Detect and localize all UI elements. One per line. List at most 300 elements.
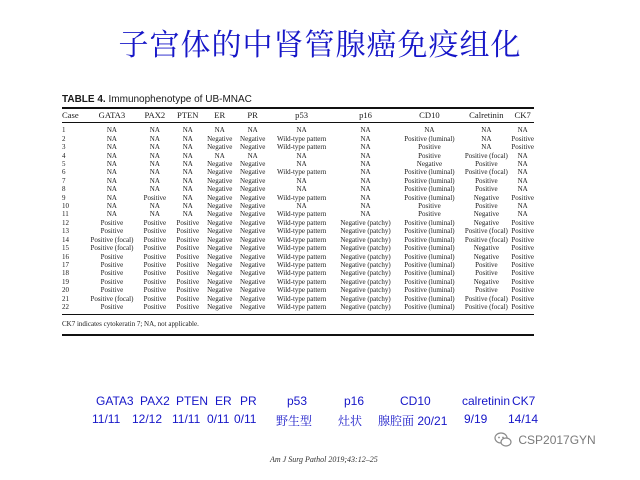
table-cell: NA <box>182 126 193 135</box>
table-cell: NA <box>517 126 528 135</box>
table-cell: NA <box>296 126 307 135</box>
table-cell: NA <box>360 151 371 160</box>
table-cell: Negative <box>240 244 266 253</box>
table-cell: Wild-type pattern <box>276 235 327 244</box>
table-cell: Negative (patchy) <box>340 277 391 286</box>
table-cell: Positive <box>176 286 200 295</box>
table-cell: 12 <box>62 218 69 227</box>
table-cell: Negative <box>207 269 233 278</box>
table-cell: NA <box>247 151 258 160</box>
table-cell: Positive <box>511 193 534 202</box>
table-cell: Positive (luminal) <box>404 176 455 185</box>
table-cell: Wild-type pattern <box>276 260 327 269</box>
table-cell: NA <box>182 210 193 219</box>
table-cell: NA <box>182 202 193 211</box>
watermark <box>494 432 596 448</box>
chat-bubble-icon <box>494 432 512 448</box>
table-cell: NA <box>182 160 193 169</box>
table-cell: Negative <box>473 193 499 202</box>
table-cell: Negative (patchy) <box>340 269 391 278</box>
table-cell: Positive (focal) <box>464 294 508 303</box>
table-cell: Positive (focal) <box>464 227 508 236</box>
table-caption-label: TABLE 4. <box>62 94 106 105</box>
table-cell: NA <box>360 202 371 211</box>
column-header: PR <box>236 108 270 123</box>
table-cell: Wild-type pattern <box>276 210 327 219</box>
table-cell: NA <box>247 126 258 135</box>
table-cell: Wild-type pattern <box>276 193 327 202</box>
table-cell: Positive <box>176 277 200 286</box>
watermark-text: CSP2017GYN <box>518 433 596 447</box>
table-cell: Positive (focal) <box>90 294 134 303</box>
table-cell: Negative <box>207 235 233 244</box>
table-cell: Positive <box>176 269 200 278</box>
immunophenotype-table-block <box>62 94 534 336</box>
table-cell: Positive (luminal) <box>404 244 455 253</box>
table-cell: Wild-type pattern <box>276 269 327 278</box>
summary-panel <box>62 394 542 434</box>
table-cell: NA <box>517 185 528 194</box>
table-cell: Negative <box>207 260 233 269</box>
table-cell: NA <box>149 143 160 152</box>
table-cell: NA <box>360 193 371 202</box>
table-cell: Positive <box>176 227 200 236</box>
table-cell: Positive (luminal) <box>404 269 455 278</box>
table-cell: 9 <box>62 193 66 202</box>
table-cell: Positive <box>475 260 498 269</box>
table-cell: NA <box>106 168 117 177</box>
table-cell: Wild-type pattern <box>276 244 327 253</box>
table-cell: NA <box>360 210 371 219</box>
table-cell: Positive <box>511 235 534 244</box>
table-cell: Positive (luminal) <box>404 235 455 244</box>
table-cell: 6 <box>62 168 66 177</box>
table-cell: Positive (luminal) <box>404 218 455 227</box>
table-cell: Positive <box>511 303 534 315</box>
table-cell: 5 <box>62 160 66 169</box>
table-cell: NA <box>481 134 492 143</box>
table-cell: Positive (focal) <box>464 151 508 160</box>
table-cell: Wild-type pattern <box>276 252 327 261</box>
summary-result-er: 0/11 <box>207 412 230 426</box>
table-cell: 3 <box>62 143 66 152</box>
table-cell: 18 <box>62 269 69 278</box>
table-cell: Positive (focal) <box>464 168 508 177</box>
table-cell: NA <box>149 202 160 211</box>
table-cell: NA <box>149 176 160 185</box>
table-cell: Positive <box>143 260 167 269</box>
table-cell: NA <box>149 160 160 169</box>
table-cell: Negative <box>207 252 233 261</box>
table-cell: Positive (luminal) <box>397 303 461 315</box>
table-cell: Wild-type pattern <box>276 218 327 227</box>
summary-result-ck7: 14/14 <box>508 412 539 426</box>
table-cell: NA <box>149 168 160 177</box>
table-cell: Negative <box>473 252 499 261</box>
table-cell: Positive (luminal) <box>404 277 455 286</box>
table-cell: Negative <box>207 218 233 227</box>
table-cell: Negative <box>240 168 266 177</box>
table-cell: Negative <box>473 277 499 286</box>
table-row <box>62 135 534 143</box>
table-cell: Positive <box>100 269 124 278</box>
column-header: p53 <box>270 108 334 123</box>
table-row <box>62 236 534 244</box>
table-cell: NA <box>424 126 435 135</box>
table-cell: Negative <box>240 143 266 152</box>
table-cell: Positive <box>176 294 200 303</box>
table-row <box>62 227 534 235</box>
table-cell: NA <box>517 210 528 219</box>
table-cell: Wild-type pattern <box>276 277 327 286</box>
table-cell: Positive <box>143 286 167 295</box>
table-cell: Negative (patchy) <box>340 260 391 269</box>
table-cell: Positive <box>100 260 124 269</box>
table-cell: NA <box>106 193 117 202</box>
table-cell: Negative <box>207 286 233 295</box>
table-cell: Positive <box>511 244 534 253</box>
table-cell: Positive <box>143 252 167 261</box>
column-header: p16 <box>334 108 398 123</box>
table-body <box>62 123 534 315</box>
table-cell: Positive <box>100 218 124 227</box>
table-cell: Wild-type pattern <box>276 286 327 295</box>
table-cell: Positive <box>176 235 200 244</box>
column-header: PTEN <box>172 108 204 123</box>
table-cell: NA <box>182 168 193 177</box>
table-cell: Positive <box>475 202 498 211</box>
table-row <box>62 168 534 176</box>
table-cell: NA <box>106 185 117 194</box>
table-cell: Negative (patchy) <box>340 235 391 244</box>
summary-marker-pr: PR <box>240 394 257 408</box>
table-cell: Negative <box>473 218 499 227</box>
column-header: Calretinin <box>461 108 511 123</box>
table-cell: NA <box>182 176 193 185</box>
table-cell: Negative <box>240 235 266 244</box>
table-row <box>62 295 534 303</box>
table-row <box>62 253 534 261</box>
table-cell: NA <box>296 185 307 194</box>
table-cell: NA <box>360 176 371 185</box>
table-cell: 21 <box>62 294 69 303</box>
table-caption <box>62 94 534 107</box>
table-cell: Negative <box>240 286 266 295</box>
table-cell: Positive (luminal) <box>404 168 455 177</box>
table-cell: Positive <box>511 277 534 286</box>
table-cell: Positive <box>172 303 204 315</box>
summary-result-calretinin: 9/19 <box>464 412 488 426</box>
table-cell: Positive <box>143 244 167 253</box>
table-cell: 13 <box>62 227 69 236</box>
table-cell: Negative <box>207 294 233 303</box>
table-cell: Negative <box>207 168 233 177</box>
table-cell: 10 <box>62 202 69 211</box>
table-cell: 11 <box>62 210 69 219</box>
table-cell: Positive <box>511 260 534 269</box>
summary-marker-gata3: GATA3 <box>96 394 134 408</box>
slide-title: 子宫体的中肾管腺癌免疫组化 <box>118 28 522 63</box>
column-header: CD10 <box>397 108 461 123</box>
summary-result-pr: 0/11 <box>234 412 257 426</box>
table-row <box>62 269 534 277</box>
table-cell: 7 <box>62 176 66 185</box>
table-cell: Positive <box>511 269 534 278</box>
table-row <box>62 152 534 160</box>
table-cell: Negative <box>240 193 266 202</box>
table-cell: 1 <box>62 126 66 135</box>
table-row <box>62 177 534 185</box>
table-cell: Positive <box>100 277 124 286</box>
table-cell: 17 <box>62 260 69 269</box>
table-cell: Negative <box>207 193 233 202</box>
table-row <box>62 286 534 294</box>
table-cell: NA <box>106 143 117 152</box>
immunophenotype-table <box>62 107 534 315</box>
table-footnote: CK7 indicates cytokeratin 7; NA, not applicable. <box>62 315 534 336</box>
table-cell: Positive <box>138 303 172 315</box>
table-cell: Negative <box>240 277 266 286</box>
table-cell: Negative <box>240 260 266 269</box>
table-cell: NA <box>360 160 371 169</box>
table-cell: NA <box>360 143 371 152</box>
table-row <box>62 194 534 202</box>
table-cell: NA <box>296 151 307 160</box>
table-cell: 16 <box>62 252 69 261</box>
summary-marker-ck7: CK7 <box>512 394 536 408</box>
table-cell: NA <box>517 168 528 177</box>
table-cell: Wild-type pattern <box>270 303 334 315</box>
summary-result-p16: 灶状 <box>338 414 363 428</box>
table-cell: Positive <box>86 303 138 315</box>
table-cell: Positive <box>418 151 441 160</box>
table-cell: Negative <box>240 134 266 143</box>
table-cell: NA <box>106 210 117 219</box>
table-cell: Positive (luminal) <box>404 227 455 236</box>
table-row <box>62 210 534 218</box>
table-cell: Positive <box>418 143 441 152</box>
table-cell: Negative <box>473 210 499 219</box>
table-cell: Negative (patchy) <box>340 244 391 253</box>
table-cell: Positive <box>511 286 534 295</box>
summary-marker-cd10: CD10 <box>400 394 431 408</box>
table-row <box>62 278 534 286</box>
table-cell: 14 <box>62 235 69 244</box>
table-cell: Positive <box>511 252 534 261</box>
table-cell: NA <box>360 126 371 135</box>
table-row <box>62 261 534 269</box>
table-cell: NA <box>214 151 225 160</box>
table-cell: NA <box>149 185 160 194</box>
table-cell: NA <box>360 168 371 177</box>
table-cell: Negative (patchy) <box>340 294 391 303</box>
table-cell: Negative <box>240 185 266 194</box>
table-cell: NA <box>149 126 160 135</box>
table-cell: Negative <box>207 185 233 194</box>
summary-result-pax2: 12/12 <box>132 412 163 426</box>
table-cell: Negative <box>204 303 236 315</box>
table-cell: Negative <box>207 202 233 211</box>
table-header-row <box>62 108 534 123</box>
table-cell: Positive <box>418 202 441 211</box>
table-cell: NA <box>106 176 117 185</box>
table-cell: Positive <box>176 218 200 227</box>
table-cell: Positive <box>143 294 167 303</box>
table-cell: Positive <box>176 260 200 269</box>
table-cell: Positive <box>176 244 200 253</box>
table-row <box>62 219 534 227</box>
table-cell: Positive <box>143 235 167 244</box>
table-cell: Negative <box>207 210 233 219</box>
summary-result-cd10: 腺腔面 20/21 <box>378 414 448 428</box>
table-cell: Positive <box>100 286 124 295</box>
table-cell: Positive <box>511 218 534 227</box>
table-cell: Negative <box>207 227 233 236</box>
table-cell: Positive <box>418 210 441 219</box>
table-cell: Positive <box>511 143 534 152</box>
table-cell: NA <box>517 202 528 211</box>
table-cell: NA <box>517 160 528 169</box>
table-cell: NA <box>182 185 193 194</box>
table-cell: NA <box>517 176 528 185</box>
table-caption-text: Immunophenotype of UB-MNAC <box>108 94 252 105</box>
table-cell: NA <box>149 134 160 143</box>
table-cell: NA <box>106 160 117 169</box>
table-row <box>62 244 534 252</box>
table-cell: Positive <box>100 227 124 236</box>
table-cell: Negative <box>240 227 266 236</box>
table-cell: Positive (focal) <box>90 235 134 244</box>
table-cell: Positive (luminal) <box>404 260 455 269</box>
table-cell: NA <box>149 151 160 160</box>
table-cell: Positive <box>475 160 498 169</box>
table-cell: Positive <box>143 193 167 202</box>
table-cell: Negative (patchy) <box>340 286 391 295</box>
table-cell: NA <box>360 185 371 194</box>
summary-marker-p53: p53 <box>287 394 308 408</box>
summary-marker-er: ER <box>215 394 232 408</box>
summary-result-p53: 野生型 <box>276 414 313 428</box>
table-cell: NA <box>149 210 160 219</box>
table-cell: Positive (luminal) <box>404 193 455 202</box>
table-cell: NA <box>296 160 307 169</box>
table-cell: Positive <box>475 176 498 185</box>
table-cell: Negative <box>207 176 233 185</box>
table-cell: Negative (patchy) <box>334 303 398 315</box>
table-cell: Negative <box>236 303 270 315</box>
table-cell: Negative (patchy) <box>340 252 391 261</box>
table-cell: NA <box>182 143 193 152</box>
table-cell: Negative <box>207 134 233 143</box>
table-cell: 22 <box>62 303 86 315</box>
table-cell: Positive <box>143 277 167 286</box>
table-cell: Positive <box>143 269 167 278</box>
table-cell: Positive <box>176 252 200 261</box>
table-cell: Negative <box>240 210 266 219</box>
column-header: GATA3 <box>86 108 138 123</box>
column-header: ER <box>204 108 236 123</box>
table-cell: 8 <box>62 185 66 194</box>
table-cell: Positive (focal) <box>461 303 511 315</box>
table-cell: Positive <box>143 218 167 227</box>
table-cell: 4 <box>62 151 66 160</box>
summary-marker-calretinin: calretinin <box>462 394 511 408</box>
table-cell: Negative <box>240 218 266 227</box>
table-cell: NA <box>106 151 117 160</box>
table-cell: Positive (luminal) <box>404 252 455 261</box>
table-cell: Wild-type pattern <box>276 294 327 303</box>
table-cell: NA <box>360 134 371 143</box>
table-cell: Positive <box>475 269 498 278</box>
table-row <box>62 123 534 135</box>
table-cell: Positive (focal) <box>90 244 134 253</box>
table-cell: Positive <box>143 227 167 236</box>
table-cell: Negative <box>240 252 266 261</box>
table-cell: Wild-type pattern <box>276 227 327 236</box>
table-cell: Negative <box>207 160 233 169</box>
table-cell: Positive (luminal) <box>404 185 455 194</box>
table-cell: Positive <box>475 286 498 295</box>
table-cell: Negative <box>473 244 499 253</box>
table-cell: NA <box>481 143 492 152</box>
table-cell: Positive <box>511 227 534 236</box>
table-cell: Positive <box>511 134 534 143</box>
table-cell: NA <box>182 151 193 160</box>
table-cell: Negative <box>240 160 266 169</box>
table-cell: Negative <box>207 244 233 253</box>
table-cell: Positive (luminal) <box>404 294 455 303</box>
citation: Am J Surg Pathol 2019;43:12–25 <box>270 455 378 464</box>
table-cell: Negative <box>240 269 266 278</box>
table-cell: Wild-type pattern <box>276 168 327 177</box>
table-cell: NA <box>106 202 117 211</box>
table-cell: Positive <box>511 294 534 303</box>
summary-marker-p16: p16 <box>344 394 365 408</box>
table-cell: NA <box>481 126 492 135</box>
table-row <box>62 202 534 210</box>
table-row <box>62 185 534 193</box>
table-cell: Negative (patchy) <box>340 227 391 236</box>
column-header: PAX2 <box>138 108 172 123</box>
table-cell: 2 <box>62 134 66 143</box>
summary-marker-pten: PTEN <box>176 394 209 408</box>
table-cell: Wild-type pattern <box>276 143 327 152</box>
table-cell: Negative <box>240 294 266 303</box>
table-cell: 20 <box>62 286 69 295</box>
table-cell: Negative <box>207 277 233 286</box>
table-row <box>62 303 534 315</box>
table-cell: 15 <box>62 244 69 253</box>
table-cell: NA <box>517 151 528 160</box>
summary-result-gata3: 11/11 <box>92 412 121 426</box>
table-cell: NA <box>106 126 117 135</box>
table-cell: NA <box>214 126 225 135</box>
table-row <box>62 160 534 168</box>
table-cell: Positive (focal) <box>464 235 508 244</box>
column-header: CK7 <box>511 108 534 123</box>
table-row <box>62 143 534 151</box>
table-cell: Positive <box>475 185 498 194</box>
table-cell: NA <box>296 202 307 211</box>
table-cell: Negative <box>240 202 266 211</box>
table-cell: Wild-type pattern <box>276 134 327 143</box>
table-cell: NA <box>106 134 117 143</box>
table-cell: Positive (luminal) <box>404 134 455 143</box>
table-cell: NA <box>182 134 193 143</box>
summary-marker-pax2: PAX2 <box>140 394 170 408</box>
table-cell: 19 <box>62 277 69 286</box>
summary-result-pten: 11/11 <box>172 412 201 426</box>
